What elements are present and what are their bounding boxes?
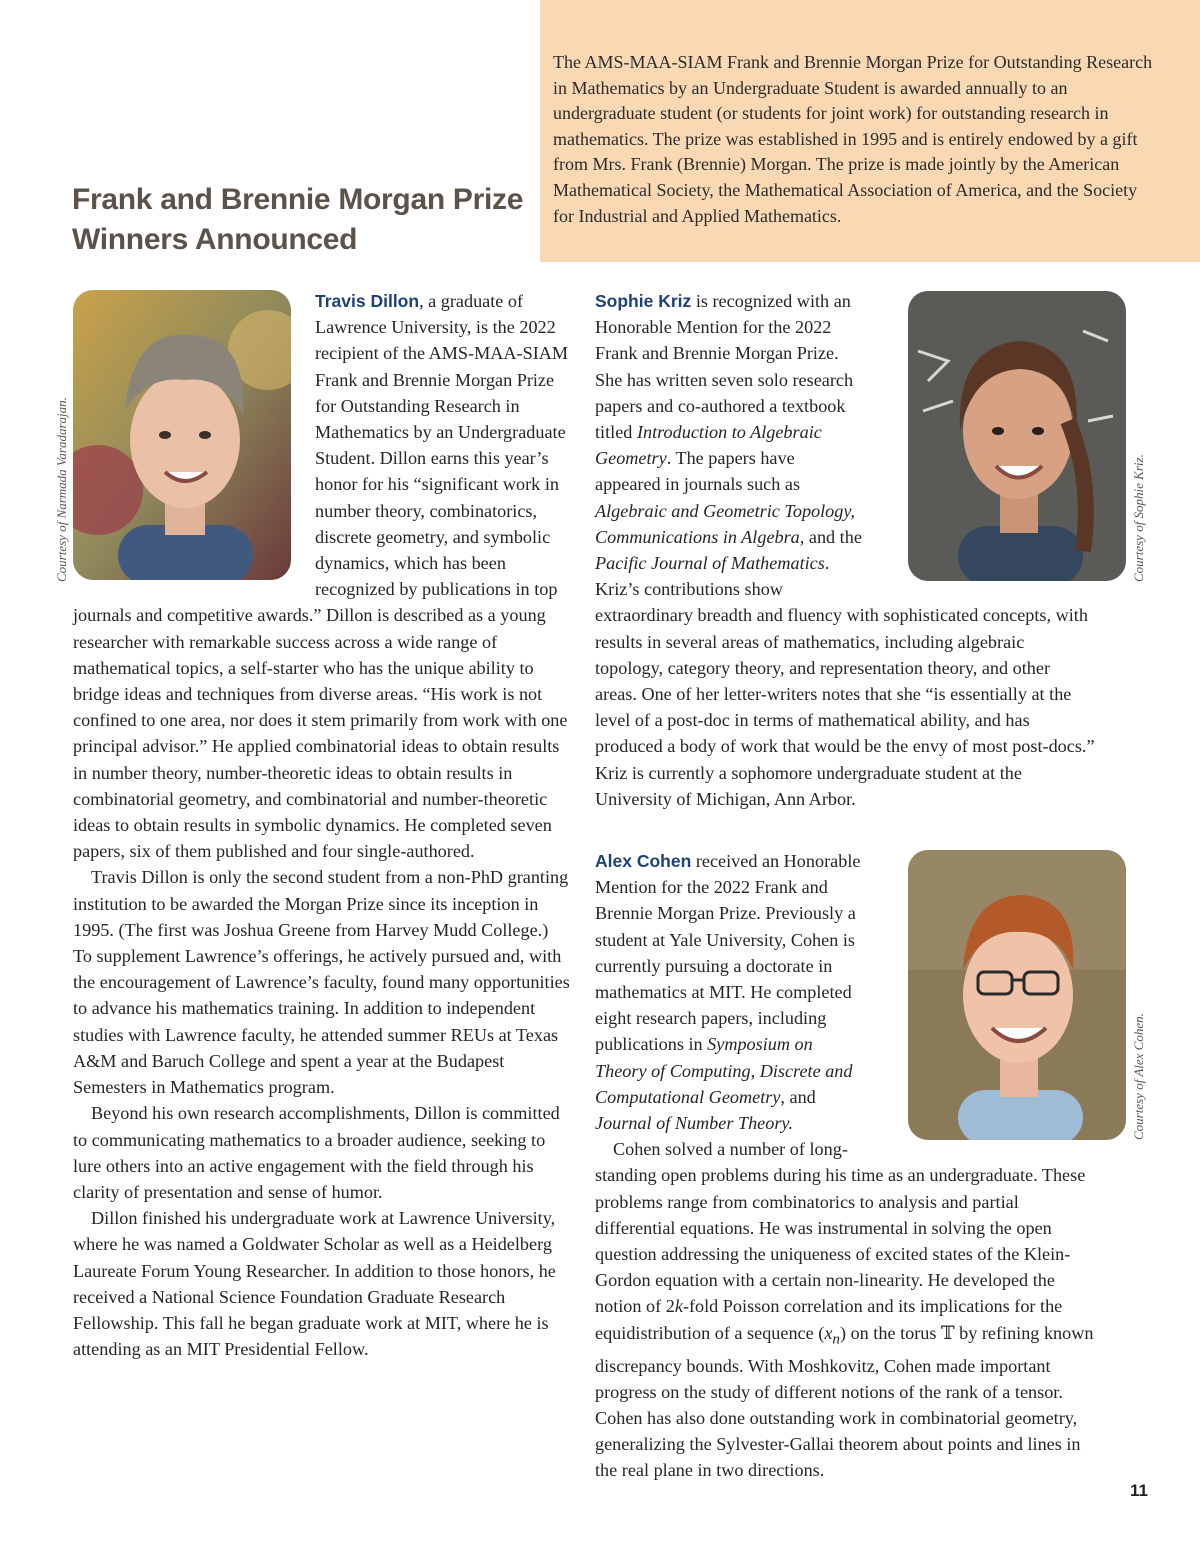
kriz-paragraph: Sophie Kriz is recognized with an Honorable Mention for the 2022 Frank and Brennie Morgan Prize. She has written seven solo research papers and co-authored a textbook titled Introduction to Algebraic Geometry. The papers have appeared in journals such as Algebraic and Geometric Topology, Communications in Algebra, and the Pacific Journal of Mathematics. Kriz’s contributions show extraordinary breadth and fluency with sophisticated concepts, with results in several areas of mathematics, including algebraic topology, category theory, and representation theory, and other areas. One of her letter-writers notes that she “is essentially at the level of a post-doc in terms of mathematical ability, and has produced a body of work that would be the envy of most post-docs.” Kriz is currently a sophomore undergraduate student at the University of Michigan, Ann Arbor. — [595, 291, 1095, 809]
prize-description: The AMS-MAA-SIAM Frank and Brennie Morgan Prize for Outstanding Research in Mathematics by an Undergraduate Student is awarded annually to an undergraduate student (or students for joint work) for outstanding research in mathematics. The prize was established in 1995 and is entirely endowed by a gift from Mrs. Frank (Brennie) Morgan. The prize is made jointly by the American Mathematical Society, the Mathematical Association of America, and the Society for Industrial and Applied Mathematics. — [553, 52, 1153, 226]
dillon-paragraph-1: Travis Dillon, a graduate of Lawrence University, is the 2022 recipient of the AMS-MAA-SIAM Frank and Brennie Morgan Prize for Outstanding Research in Mathematics by an Undergraduate Student. Dillon earns this year’s honor for his “significant work in number theory, combinatorics, discrete geometry, and symbolic dynamics, which has been recognized by publications in top journals and competitive awards.” Dillon is described as a young researcher with remarkable success across a wide range of mathematical topics, a self-starter who has the unique ability to bridge ideas and techniques from diverse areas. “His work is not confined to one area, nor does it stem primarily from work with one principal advisor.” He applied combinatorial ideas to obtain results in number theory, number-theoretic ideas to obtain results in combinatorial geometry, and combinatorial and number-theoretic ideas to obtain results in symbolic dynamics. He completed seven papers, six of them published and four single-authored. — [73, 291, 569, 862]
cohen-paragraph-2: Cohen solved a number of long-standing open problems during his time as an undergraduate. These problems range from combinatorics to analysis and partial differential equations. He was instrumental in solving the open question addressing the uniqueness of excited states of the Klein-Gordon equation with a certain non-linearity. He developed the notion of 2k-fold Poisson correlation and its implications for the equidistribution of a sequence $(x_n)$ on the torus 𝕋 by refining known discrepancy bounds. With Moshkovitz, Cohen made important progress on the study of different notions of the rank of a tensor. Cohen has also done outstanding work in combinatorial geometry, generalizing the Sylvester-Gallai theorem about points and lines in the real plane in two directions. — [595, 1139, 1094, 1481]
prize-info-box — [540, 0, 1200, 262]
dillon-photo-spacer — [73, 288, 315, 588]
kriz-column — [595, 288, 1095, 812]
dillon-paragraph-2: Travis Dillon is only the second student from a non-PhD granting institution to be awarded the Morgan Prize since its inception in 1995. (The first was Joshua Greene from Harvey Mudd College.) To supplement Lawrence’s offerings, he actively pursued and, with the encouragement of Lawrence’s faculty, found many opportunities to advance his mathematics training. In addition to independent studies with Lawrence faculty, he attended summer REUs at Texas A&M and Baruch College and spent a year at the Budapest Semesters in Mathematics program. — [73, 867, 570, 1098]
kriz-name: Sophie Kriz — [595, 291, 692, 311]
dillon-photo-credit: Courtesy of Narmada Varadarajan. — [54, 397, 69, 582]
dillon-column — [73, 288, 571, 1362]
dillon-paragraph-4: Dillon finished his undergraduate work at Lawrence University, where he was named a Goldwater Scholar as well as a Heidelberg Laureate Forum Young Researcher. In addition to those honors, he received a National Science Foundation Graduate Research Fellowship. This fall he began graduate work at MIT, where he is attending as an MIT Presidential Fellow. — [73, 1208, 556, 1360]
cohen-name: Alex Cohen — [595, 851, 692, 871]
dillon-name: Travis Dillon — [315, 291, 420, 311]
cohen-column — [595, 848, 1095, 1484]
cohen-photo-credit: Courtesy of Alex Cohen. — [1131, 1013, 1146, 1140]
cohen-photo-spacer — [863, 848, 1095, 1144]
cohen-paragraph-1: Alex Cohen received an Honorable Mention for the 2022 Frank and Brennie Morgan Prize. Previously a student at Yale University, Cohen is currently pursuing a doctorate in mathematics at MIT. He completed eight research papers, including publications in Symposium on Theory of Computing, Discrete and Computational Geometry, and Journal of Number Theory. — [595, 851, 861, 1134]
page-number: 11 — [1130, 1481, 1148, 1500]
kriz-photo-spacer — [863, 288, 1095, 586]
kriz-photo-credit: Courtesy of Sophie Kriz. — [1131, 454, 1146, 582]
dillon-paragraph-3: Beyond his own research accomplishments, Dillon is committed to communicating mathematics to a broader audience, seeking to lure others into an active engagement with the field through his clarity of presentation and sense of humor. — [73, 1103, 560, 1202]
article-title: Frank and Brennie Morgan Prize Winners Announced — [72, 183, 524, 256]
